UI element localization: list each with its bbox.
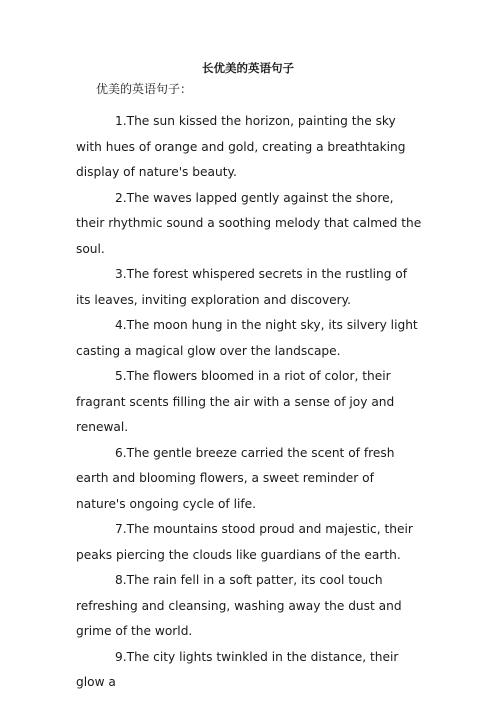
list-item: [76, 568, 424, 645]
list-item: [76, 364, 424, 441]
item-text: The mountains stood proud and majestic, their peaks piercing the clouds like guardians of the earth.: [76, 522, 413, 562]
list-item: [76, 645, 424, 696]
item-number: 3.: [115, 267, 127, 281]
item-number: 8.: [115, 573, 127, 587]
item-number: 9.: [115, 649, 127, 664]
item-text: The forest whispered secrets in the rustling of its leaves, inviting exploration and discovery.: [76, 267, 408, 307]
sentence-list: [76, 109, 424, 696]
item-text: The rain fell in a soft patter, its cool touch refreshing and cleansing, washing away the dust and grime of the world.: [76, 573, 402, 638]
item-number: 4.: [115, 318, 127, 332]
list-item: [76, 109, 424, 186]
item-number: 6.: [115, 445, 127, 460]
item-text: The city lights twinkled in the distance, their glow a: [76, 649, 399, 689]
item-number: 2.: [115, 190, 127, 205]
item-text: The gentle breeze carried the scent of fresh earth and blooming flowers, a sweet reminder of nature's ongoing cycle of life.: [76, 445, 395, 511]
document-title: 长优美的英语句子: [202, 61, 294, 75]
item-text: The waves lapped gently against the shore, their rhythmic sound a soothing melody that calmed the soul.: [76, 190, 422, 256]
list-item: [76, 517, 424, 568]
item-number: 1.: [115, 114, 127, 128]
list-item: [76, 313, 424, 364]
document-intro: 优美的英语句子：: [96, 82, 193, 96]
item-number: 5.: [115, 369, 127, 383]
list-item: [76, 441, 424, 518]
list-item: [76, 186, 424, 263]
item-text: The sun kissed the horizon, painting the sky with hues of orange and gold, creating a breathtaking display of nature's beauty.: [76, 114, 406, 179]
list-item: [76, 262, 424, 313]
item-text: The moon hung in the night sky, its silvery light casting a magical glow over the landscape.: [76, 318, 418, 358]
item-text: The flowers bloomed in a riot of color, their fragrant scents filling the air with a sense of joy and renewal.: [76, 369, 395, 434]
item-number: 7.: [115, 522, 127, 536]
